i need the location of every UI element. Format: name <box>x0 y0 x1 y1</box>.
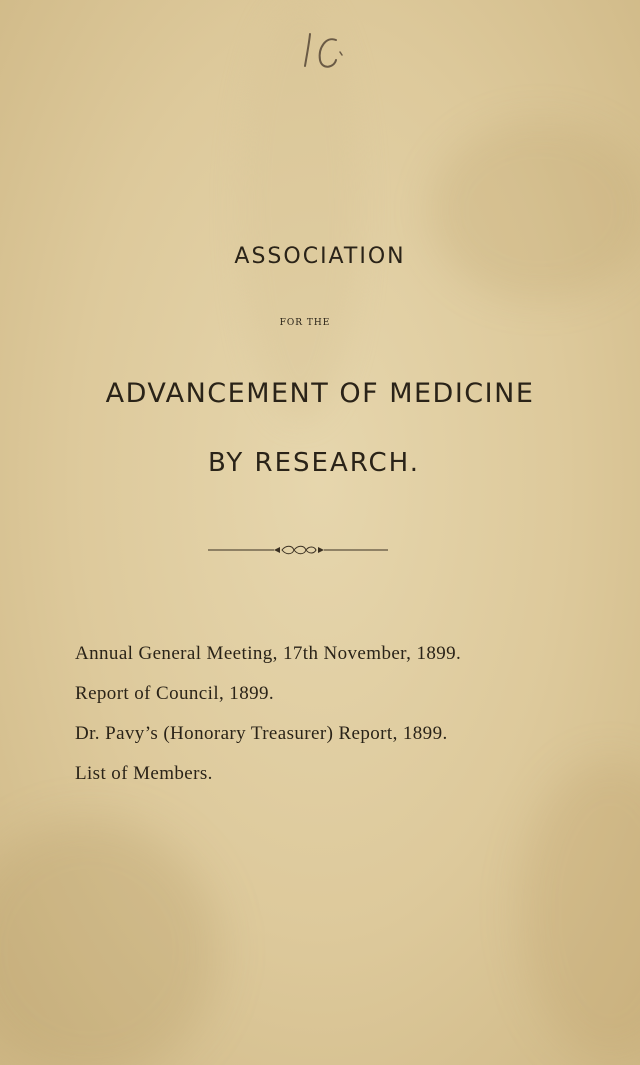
contents-list <box>75 640 615 800</box>
title-association: ASSOCIATION <box>234 244 406 269</box>
ornament-divider <box>208 544 388 556</box>
title-connector: FOR THE <box>279 318 331 328</box>
contents-item: Dr. Pavy’s (Honorary Treasurer) Report, 1899. <box>75 723 448 744</box>
handwritten-note-10 <box>296 22 356 92</box>
paper-stain <box>430 120 640 300</box>
contents-item: Report of Council, 1899. <box>75 683 275 704</box>
contents-item: Annual General Meeting, 17th November, 1899. <box>75 643 462 664</box>
title-main: ADVANCEMENT OF MEDICINE <box>105 378 535 409</box>
title-subline: BY RESEARCH. <box>207 448 421 478</box>
paper-stain <box>0 820 220 1065</box>
contents-item: List of Members. <box>75 763 213 784</box>
paper-stain <box>520 760 640 1060</box>
